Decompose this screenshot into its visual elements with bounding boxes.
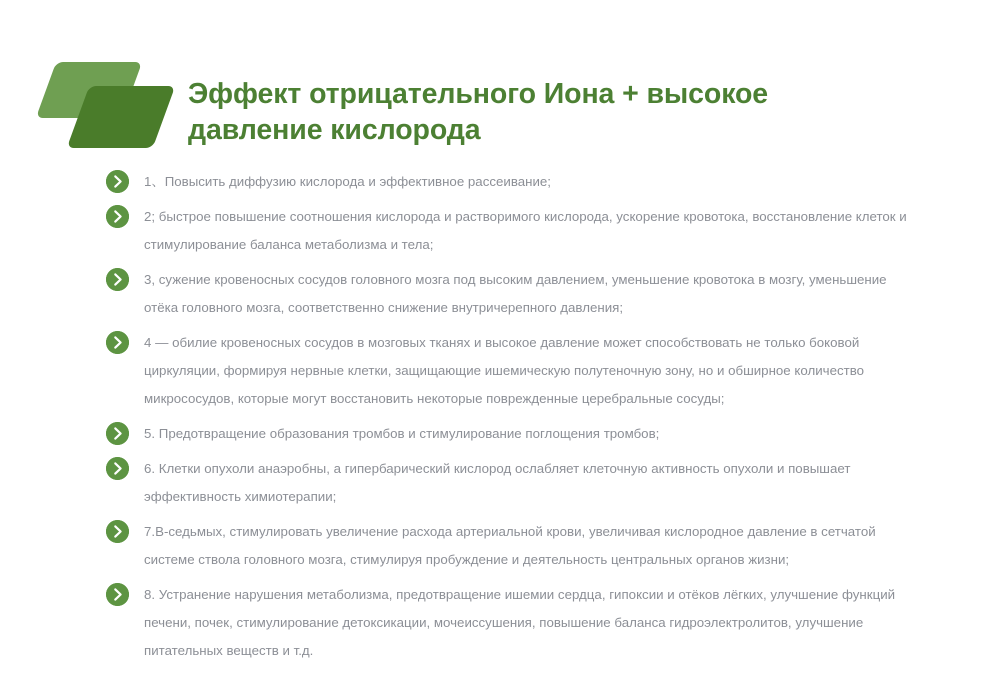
chevron-right-icon <box>106 583 129 606</box>
list-item <box>0 518 1000 574</box>
list-item-text: 1、Повысить диффузию кислорода и эффективное рассеивание; <box>144 174 551 189</box>
list-item <box>0 581 1000 665</box>
list-item-text: 8. Устранение нарушения метаболизма, предотвращение ишемии сердца, гипоксии и отёков лёгких, улучшение функций печени, почек, стимулирование детоксикации, мочеиссушения, повышение баланса гидроэлектролитов, улучшение питательных веществ и т.д. <box>144 587 896 658</box>
chevron-right-icon <box>106 331 129 354</box>
list-item-text: 4 — обилие кровеносных сосудов в мозговых тканях и высокое давление может способствовать не только боковой циркуляции, формируя нервные клетки, защищающие ишемическую полутеночную зону, но и обширное количество микрососудов, которые могут восстановить некоторые поврежденные церебральные сосуды; <box>144 335 865 406</box>
chevron-right-icon <box>106 268 129 291</box>
slide-header <box>0 0 1000 160</box>
list-item-text: 6. Клетки опухоли анаэробны, а гипербарический кислород ослабляет клеточную активность опухоли и повышает эффективность химиотерапии; <box>144 461 851 504</box>
list-item-text: 7.В-седьмых, стимулировать увеличение расхода артериальной крови, увеличивая кислородное давление в сетчатой системе ствола головного мозга, стимулируя пробуждение и деятельность центральных органов жизни; <box>144 524 876 567</box>
benefit-list <box>0 168 1000 672</box>
list-item-text: 3, сужение кровеносных сосудов головного мозга под высоким давлением, уменьшение кровотока в мозгу, уменьшение отёка головного мозга, соответственно снижение внутричерепного давления; <box>144 272 887 315</box>
list-item-text: 2; быстрое повышение соотношения кислорода и растворимого кислорода, ускорение кровотока, восстановление клеток и стимулирование баланса метаболизма и тела; <box>144 209 907 252</box>
parallelogram-logo <box>46 62 181 152</box>
page-title: Эффект отрицательного Иона + высокое давление кислорода <box>188 78 769 146</box>
chevron-right-icon <box>106 205 129 228</box>
chevron-right-icon <box>106 457 129 480</box>
chevron-right-icon <box>106 422 129 445</box>
list-item-text: 5. Предотвращение образования тромбов и стимулирование поглощения тромбов; <box>144 426 660 441</box>
list-item <box>0 203 1000 259</box>
chevron-right-icon <box>106 170 129 193</box>
chevron-right-icon <box>106 520 129 543</box>
list-item <box>0 420 1000 448</box>
list-item <box>0 329 1000 413</box>
list-item <box>0 168 1000 196</box>
list-item <box>0 266 1000 322</box>
list-item <box>0 455 1000 511</box>
